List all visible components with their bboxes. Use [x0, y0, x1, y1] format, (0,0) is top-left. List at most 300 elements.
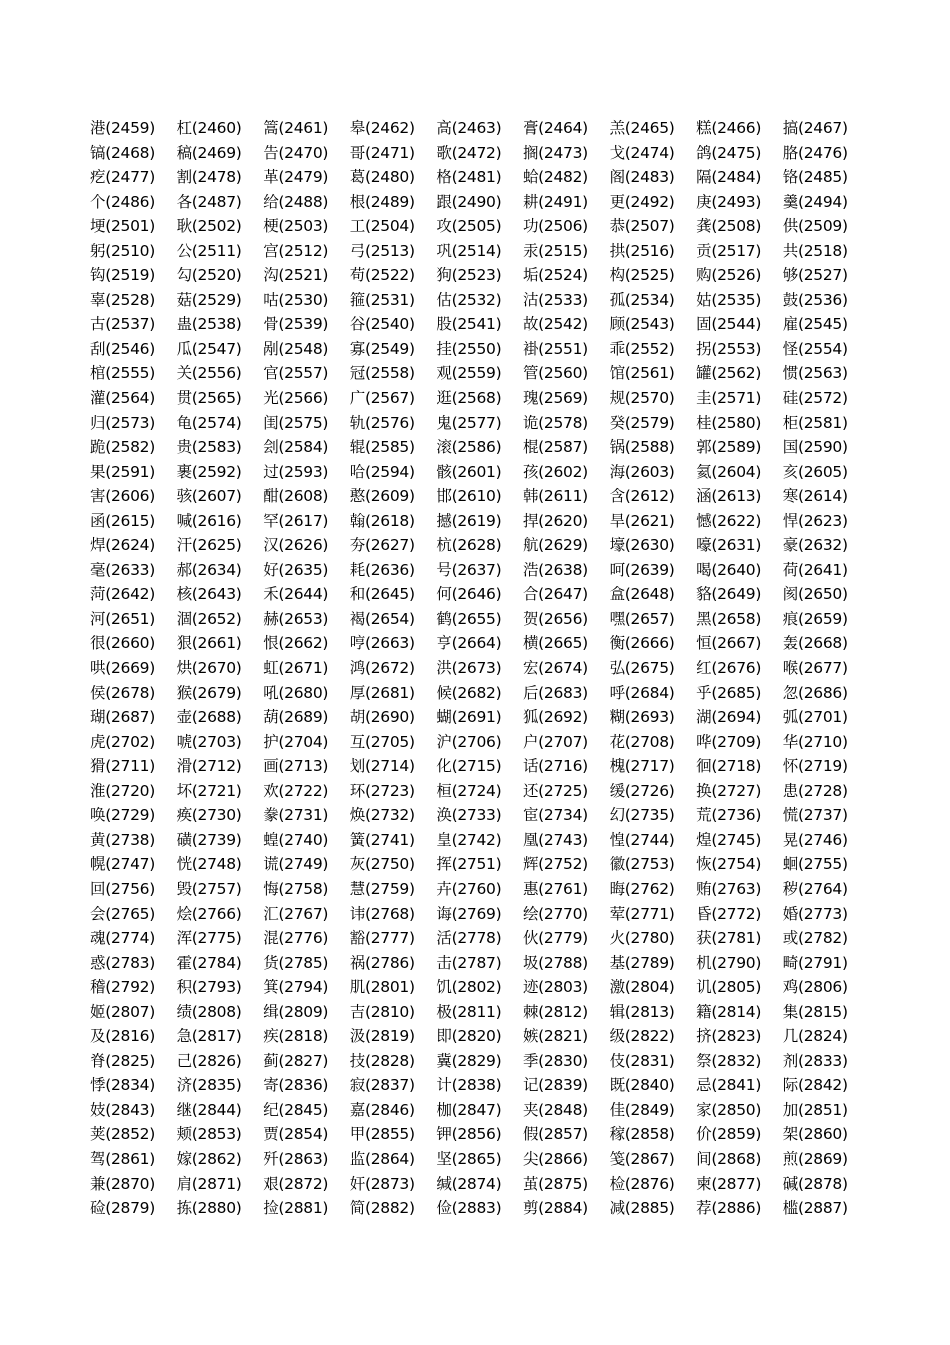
character-entry: 贡(2517) [696, 241, 762, 260]
character-entry: 宦(2734) [522, 806, 588, 825]
character-entry: 糊(2693) [609, 708, 675, 727]
character-entry: 高(2463) [436, 119, 502, 137]
character-entry: 剪(2884) [522, 1199, 588, 1218]
character-entry: 惶(2744) [609, 830, 675, 849]
character-entry: 亥(2605) [782, 462, 848, 481]
character-entry: 桓(2724) [436, 781, 502, 800]
character-entry: 狐(2692) [522, 708, 588, 727]
character-entry: 豢(2731) [263, 806, 329, 825]
character-entry: 毫(2633) [90, 560, 155, 579]
character-entry: 龟(2574) [176, 413, 242, 432]
character-entry: 会(2765) [90, 904, 155, 923]
character-entry: 灌(2564) [90, 389, 155, 408]
character-entry: 技(2828) [349, 1051, 415, 1070]
character-entry: 夯(2627) [349, 536, 415, 555]
character-entry: 凰(2743) [522, 830, 588, 849]
character-entry: 裹(2592) [176, 462, 242, 481]
character-entry: 价(2859) [696, 1125, 762, 1144]
character-entry: 慌(2737) [782, 806, 848, 825]
character-entry: 锅(2588) [609, 438, 675, 457]
character-entry: 氦(2604) [696, 462, 762, 481]
character-entry: 柜(2581) [782, 413, 848, 432]
character-entry: 煎(2869) [782, 1149, 848, 1168]
character-entry: 糕(2466) [696, 119, 762, 137]
character-entry: 告(2470) [263, 143, 329, 162]
character-entry: 汇(2767) [263, 904, 329, 923]
character-entry: 虹(2671) [263, 659, 329, 678]
character-entry: 姑(2535) [696, 290, 762, 309]
character-entry: 沟(2521) [263, 266, 329, 285]
character-entry: 毁(2757) [176, 879, 242, 898]
character-entry: 乖(2552) [609, 339, 675, 358]
character-entry: 逛(2568) [436, 389, 502, 408]
character-entry: 季(2830) [522, 1051, 588, 1070]
character-entry: 既(2840) [609, 1076, 675, 1095]
character-entry: 机(2790) [696, 953, 762, 972]
character-entry: 寡(2549) [349, 339, 415, 358]
character-entry: 记(2839) [522, 1076, 588, 1095]
character-entry: 晦(2762) [609, 879, 675, 898]
character-entry: 挤(2823) [696, 1027, 762, 1046]
character-entry: 笺(2867) [609, 1149, 675, 1168]
character-entry: 歼(2863) [263, 1149, 329, 1168]
character-entry: 划(2714) [349, 757, 415, 776]
character-entry: 剂(2833) [782, 1051, 848, 1070]
character-entry: 恒(2667) [696, 634, 762, 653]
character-entry: 骨(2539) [263, 315, 329, 334]
character-entry: 痕(2659) [782, 609, 848, 628]
character-entry: 槐(2717) [609, 757, 675, 776]
character-entry: 灰(2750) [349, 855, 415, 874]
character-entry: 家(2850) [696, 1100, 762, 1119]
character-entry: 鹤(2655) [436, 609, 502, 628]
character-entry: 伙(2779) [522, 929, 588, 948]
character-entry: 嫁(2862) [176, 1149, 242, 1168]
character-entry: 巩(2514) [436, 241, 502, 260]
character-entry: 孩(2602) [522, 462, 588, 481]
character-entry: 沪(2706) [436, 732, 502, 751]
character-entry: 埂(2501) [90, 217, 155, 236]
character-entry: 惯(2563) [782, 364, 848, 383]
character-entry: 鼓(2536) [782, 290, 848, 309]
character-entry: 恢(2754) [696, 855, 762, 874]
character-entry: 根(2489) [349, 192, 415, 211]
character-entry: 辜(2528) [90, 290, 155, 309]
character-entry: 硷(2879) [90, 1199, 155, 1218]
character-entry: 悔(2758) [263, 879, 329, 898]
character-entry: 憾(2622) [696, 511, 762, 530]
character-entry: 肩(2871) [176, 1174, 242, 1193]
character-entry: 柬(2877) [696, 1174, 762, 1193]
character-entry: 徽(2753) [609, 855, 675, 874]
character-entry: 湖(2694) [696, 708, 762, 727]
character-entry: 瑰(2569) [522, 389, 588, 408]
character-entry: 攻(2505) [436, 217, 502, 236]
character-entry: 嚎(2631) [696, 536, 762, 555]
character-entry: 嘉(2846) [349, 1100, 415, 1119]
character-entry: 假(2857) [522, 1125, 588, 1144]
character-entry: 棍(2587) [522, 438, 588, 457]
character-entry: 勾(2520) [176, 266, 242, 285]
character-entry: 邯(2610) [436, 487, 502, 506]
character-entry: 磺(2739) [176, 830, 242, 849]
character-entry: 阂(2650) [782, 585, 848, 604]
character-entry: 割(2478) [176, 168, 242, 187]
character-entry: 雇(2545) [782, 315, 848, 334]
character-entry: 怀(2719) [782, 757, 848, 776]
character-entry: 硅(2572) [782, 389, 848, 408]
character-entry: 缓(2726) [609, 781, 675, 800]
character-entry: 缄(2874) [436, 1174, 502, 1193]
character-entry: 拱(2516) [609, 241, 675, 260]
character-entry: 恭(2507) [609, 217, 675, 236]
character-entry: 积(2793) [176, 978, 242, 997]
character-entry: 贵(2583) [176, 438, 242, 457]
character-entry: 计(2838) [436, 1076, 502, 1095]
character-entry: 猴(2679) [176, 683, 242, 702]
character-entry: 耿(2502) [176, 217, 242, 236]
character-entry: 疙(2477) [90, 168, 155, 187]
character-entry: 贺(2656) [522, 609, 588, 628]
character-entry: 佳(2849) [609, 1100, 675, 1119]
character-entry: 蛊(2538) [176, 315, 242, 334]
character-entry: 济(2835) [176, 1076, 242, 1095]
character-entry: 拐(2553) [696, 339, 762, 358]
character-entry: 羔(2465) [609, 119, 675, 137]
character-entry: 滑(2712) [176, 757, 242, 776]
character-entry: 监(2864) [349, 1149, 415, 1168]
character-entry: 环(2723) [349, 781, 415, 800]
character-entry: 害(2606) [90, 487, 155, 506]
character-entry: 狗(2523) [436, 266, 502, 285]
character-entry: 猾(2711) [90, 757, 155, 776]
character-entry: 共(2518) [782, 241, 848, 260]
character-entry: 闺(2575) [263, 413, 329, 432]
character-entry: 涣(2733) [436, 806, 502, 825]
character-entry: 圾(2788) [522, 953, 588, 972]
character-entry: 患(2728) [782, 781, 848, 800]
character-entry: 几(2824) [782, 1027, 848, 1046]
character-entry: 迹(2803) [522, 978, 588, 997]
character-entry: 红(2676) [696, 659, 762, 678]
character-entry: 化(2715) [436, 757, 502, 776]
character-entry: 还(2725) [522, 781, 588, 800]
character-entry: 获(2781) [696, 929, 762, 948]
character-entry: 骸(2601) [436, 462, 502, 481]
character-entry: 股(2541) [436, 315, 502, 334]
character-entry: 貉(2649) [696, 585, 762, 604]
character-entry: 亨(2664) [436, 634, 502, 653]
character-entry: 各(2487) [176, 192, 242, 211]
character-entry: 杠(2460) [176, 119, 242, 137]
character-entry: 膏(2464) [522, 119, 588, 137]
character-entry: 荷(2641) [782, 560, 848, 579]
character-entry: 衡(2666) [609, 634, 675, 653]
character-entry: 火(2780) [609, 929, 675, 948]
character-entry: 沽(2533) [522, 290, 588, 309]
character-entry: 蓟(2827) [263, 1051, 329, 1070]
character-entry: 货(2785) [263, 953, 329, 972]
character-entry: 艰(2872) [263, 1174, 329, 1193]
character-entry: 鸽(2475) [696, 143, 762, 162]
character-entry: 苟(2522) [349, 266, 415, 285]
character-entry: 击(2787) [436, 953, 502, 972]
character-entry: 喉(2677) [782, 659, 848, 678]
character-entry: 痪(2730) [176, 806, 242, 825]
character-entry: 碱(2878) [782, 1174, 848, 1193]
character-entry: 霍(2784) [176, 953, 242, 972]
character-entry: 轨(2576) [349, 413, 415, 432]
character-entry: 郝(2634) [176, 560, 242, 579]
character-entry: 刮(2546) [90, 339, 155, 358]
character-entry: 辊(2585) [349, 438, 415, 457]
character-entry: 估(2532) [436, 290, 502, 309]
character-entry: 果(2591) [90, 462, 155, 481]
character-entry: 际(2842) [782, 1076, 848, 1095]
character-entry: 刽(2584) [263, 438, 329, 457]
character-entry: 狠(2661) [176, 634, 242, 653]
character-entry: 忌(2841) [696, 1076, 762, 1095]
character-entry: 剐(2548) [263, 339, 329, 358]
character-entry: 顾(2543) [609, 315, 675, 334]
character-entry: 龚(2508) [696, 217, 762, 236]
character-entry: 罕(2617) [263, 511, 329, 530]
character-entry: 晃(2746) [782, 830, 848, 849]
character-entry: 蛤(2482) [522, 168, 588, 187]
character-entry: 驾(2861) [90, 1149, 155, 1168]
character-entry: 馆(2561) [609, 364, 675, 383]
character-entry: 讳(2768) [349, 904, 415, 923]
character-entry: 广(2567) [349, 389, 415, 408]
character-entry: 卉(2760) [436, 879, 502, 898]
character-entry: 航(2629) [522, 536, 588, 555]
character-entry: 挂(2550) [436, 339, 502, 358]
character-entry: 急(2817) [176, 1027, 242, 1046]
character-entry: 慧(2759) [349, 879, 415, 898]
character-entry: 俭(2883) [436, 1199, 502, 1218]
character-entry: 核(2643) [176, 585, 242, 604]
character-entry: 画(2713) [263, 757, 329, 776]
character-entry: 畸(2791) [782, 953, 848, 972]
character-entry: 欢(2722) [263, 781, 329, 800]
character-entry: 缉(2809) [263, 1002, 329, 1021]
character-entry: 或(2782) [782, 929, 848, 948]
character-entry: 惑(2783) [90, 953, 155, 972]
character-entry: 极(2811) [436, 1002, 502, 1021]
character-entry: 褂(2551) [522, 339, 588, 358]
character-entry: 甲(2855) [349, 1125, 415, 1144]
character-entry: 坏(2721) [176, 781, 242, 800]
character-entry: 肌(2801) [349, 978, 415, 997]
character-entry: 汗(2625) [176, 536, 242, 555]
character-entry: 蝴(2691) [436, 708, 502, 727]
character-entry: 旱(2621) [609, 511, 675, 530]
character-entry: 垢(2524) [522, 266, 588, 285]
character-entry: 褐(2654) [349, 609, 415, 628]
character-entry: 弓(2513) [349, 241, 415, 260]
character-entry: 籍(2814) [696, 1002, 762, 1021]
character-entry: 厚(2681) [349, 683, 415, 702]
character-entry: 轰(2668) [782, 634, 848, 653]
character-entry: 涸(2652) [176, 609, 242, 628]
character-entry: 荚(2852) [90, 1125, 155, 1144]
character-entry: 桂(2580) [696, 413, 762, 432]
character-entry: 吼(2680) [263, 683, 329, 702]
character-entry: 河(2651) [90, 609, 155, 628]
character-entry: 唬(2703) [176, 732, 242, 751]
character-entry: 加(2851) [782, 1100, 848, 1119]
character-entry: 观(2559) [436, 364, 502, 383]
character-entry: 鬼(2577) [436, 413, 502, 432]
character-entry: 港(2459) [90, 119, 155, 137]
character-entry: 颊(2853) [176, 1125, 242, 1144]
character-entry: 罐(2562) [696, 364, 762, 383]
character-entry: 活(2778) [436, 929, 502, 948]
character-entry: 喊(2616) [176, 511, 242, 530]
character-entry: 伎(2831) [609, 1051, 675, 1070]
character-entry: 呼(2684) [609, 683, 675, 702]
character-entry: 瓜(2547) [176, 339, 242, 358]
character-entry: 冠(2558) [349, 364, 415, 383]
character-entry: 阁(2483) [609, 168, 675, 187]
character-entry: 涵(2613) [696, 487, 762, 506]
character-entry: 簧(2741) [349, 830, 415, 849]
character-entry: 过(2593) [263, 462, 329, 481]
character-entry: 继(2844) [176, 1100, 242, 1119]
character-entry: 孤(2534) [609, 290, 675, 309]
character-entry: 虎(2702) [90, 732, 155, 751]
character-entry: 即(2820) [436, 1027, 502, 1046]
character-entry: 耗(2636) [349, 560, 415, 579]
character-entry: 羹(2494) [782, 192, 848, 211]
character-entry: 捡(2881) [263, 1199, 329, 1218]
character-entry: 功(2506) [522, 217, 588, 236]
character-entry: 烩(2766) [176, 904, 242, 923]
character-entry: 户(2707) [522, 732, 588, 751]
character-entry: 固(2544) [696, 315, 762, 334]
character-entry: 后(2683) [522, 683, 588, 702]
character-entry: 集(2815) [782, 1002, 848, 1021]
character-entry: 姬(2807) [90, 1002, 155, 1021]
character-entry: 焕(2732) [349, 806, 415, 825]
character-entry: 棘(2812) [522, 1002, 588, 1021]
character-entry: 禾(2644) [263, 585, 329, 604]
character-entry: 贿(2763) [696, 879, 762, 898]
character-entry: 荐(2886) [696, 1199, 762, 1218]
character-entry: 汉(2626) [263, 536, 329, 555]
character-entry: 回(2756) [90, 879, 155, 898]
character-entry: 枷(2847) [436, 1100, 502, 1119]
character-entry: 豁(2777) [349, 929, 415, 948]
character-entry: 壕(2630) [609, 536, 675, 555]
character-entry: 购(2526) [696, 266, 762, 285]
character-entry: 供(2509) [782, 217, 848, 236]
character-entry: 胳(2476) [782, 143, 848, 162]
character-entry: 圭(2571) [696, 389, 762, 408]
character-entry: 咕(2530) [263, 290, 329, 309]
character-entry: 谷(2540) [349, 315, 415, 334]
character-entry: 撼(2619) [436, 511, 502, 530]
character-entry: 焊(2624) [90, 536, 155, 555]
character-entry: 关(2556) [176, 364, 242, 383]
character-entry: 弧(2701) [782, 708, 848, 727]
character-entry: 兼(2870) [90, 1174, 155, 1193]
character-entry: 话(2716) [522, 757, 588, 776]
character-entry: 管(2560) [522, 364, 588, 383]
character-entry: 绘(2770) [522, 904, 588, 923]
character-entry: 菏(2642) [90, 585, 155, 604]
character-entry: 幌(2747) [90, 855, 155, 874]
character-entry: 哈(2594) [349, 462, 415, 481]
character-entry: 挥(2751) [436, 855, 502, 874]
character-entry: 篙(2461) [263, 119, 329, 137]
character-entry: 更(2492) [609, 192, 675, 211]
character-entry: 减(2885) [609, 1199, 675, 1218]
character-entry: 花(2708) [609, 732, 675, 751]
character-entry: 规(2570) [609, 389, 675, 408]
character-entry: 鸡(2806) [782, 978, 848, 997]
character-entry: 搞(2467) [782, 119, 848, 137]
character-entry: 浩(2638) [522, 560, 588, 579]
character-entry: 哼(2663) [349, 634, 415, 653]
character-entry: 够(2527) [782, 266, 848, 285]
character-entry: 诡(2578) [522, 413, 588, 432]
character-entry: 拣(2880) [176, 1199, 242, 1218]
character-entry: 哗(2709) [696, 732, 762, 751]
character-grid [90, 116, 870, 1221]
character-entry: 级(2822) [609, 1027, 675, 1046]
character-entry: 辑(2813) [609, 1002, 675, 1021]
character-entry: 宏(2674) [522, 659, 588, 678]
character-entry: 忽(2686) [782, 683, 848, 702]
character-entry: 疾(2818) [263, 1027, 329, 1046]
character-entry: 嫉(2821) [522, 1027, 588, 1046]
character-entry: 诲(2769) [436, 904, 502, 923]
character-entry: 检(2876) [609, 1174, 675, 1193]
character-entry: 弘(2675) [609, 659, 675, 678]
character-entry: 昏(2772) [696, 904, 762, 923]
character-entry: 辉(2752) [522, 855, 588, 874]
character-entry: 茧(2875) [522, 1174, 588, 1193]
character-entry: 和(2645) [349, 585, 415, 604]
character-entry: 箍(2531) [349, 290, 415, 309]
character-entry: 稽(2792) [90, 978, 155, 997]
character-entry: 憨(2609) [349, 487, 415, 506]
character-entry: 翰(2618) [349, 511, 415, 530]
character-entry: 煌(2745) [696, 830, 762, 849]
character-entry: 徊(2718) [696, 757, 762, 776]
character-entry: 冀(2829) [436, 1051, 502, 1070]
character-entry: 酣(2608) [263, 487, 329, 506]
character-entry: 黄(2738) [90, 830, 155, 849]
character-entry: 胡(2690) [349, 708, 415, 727]
character-entry: 及(2816) [90, 1027, 155, 1046]
character-entry: 菇(2529) [176, 290, 242, 309]
character-entry: 唤(2729) [90, 806, 155, 825]
character-entry: 庚(2493) [696, 192, 762, 211]
character-entry: 宫(2512) [263, 241, 329, 260]
character-entry: 妓(2843) [90, 1100, 155, 1119]
character-entry: 横(2665) [522, 634, 588, 653]
character-entry: 护(2704) [263, 732, 329, 751]
character-entry: 函(2615) [90, 511, 155, 530]
character-entry: 构(2525) [609, 266, 675, 285]
character-entry: 坚(2865) [436, 1149, 502, 1168]
character-entry: 奸(2873) [349, 1174, 415, 1193]
character-entry: 汞(2515) [522, 241, 588, 260]
character-entry: 海(2603) [609, 462, 675, 481]
character-entry: 葫(2689) [263, 708, 329, 727]
